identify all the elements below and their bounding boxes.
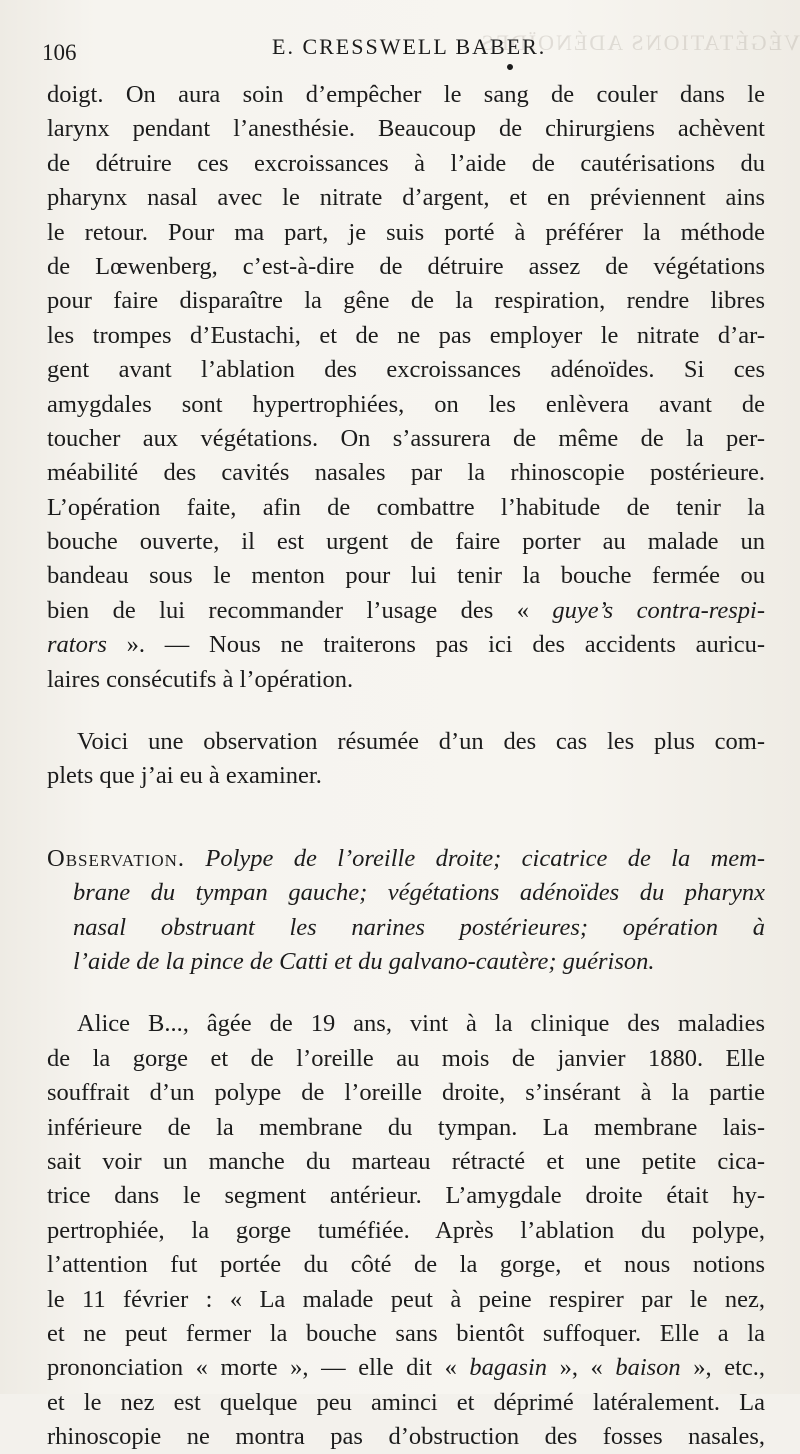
page-number: 106	[42, 40, 77, 65]
bleed-through-text: VÉGÉTATIONS ADÉNOÏDES	[479, 30, 800, 55]
text-line: méabilité des cavités nasales par la rhinoscopie postérieure.	[47, 459, 765, 487]
text-line: et le nez est quelque peu aminci et déprimé latéralement. La	[47, 1388, 765, 1416]
observation-label: Observation.	[47, 844, 186, 872]
text-fragment: prononciation « morte », — elle dit «	[47, 1354, 470, 1382]
text-line: trice dans le segment antérieur. L’amygdale droite était hy-	[47, 1182, 765, 1210]
observation-heading	[47, 842, 765, 876]
italic-term: guye’s contra-respi-	[552, 596, 765, 624]
text-line: pour faire disparaître la gêne de la respiration, rendre libres	[47, 287, 765, 315]
text-line: l’attention fut portée du côté de la gorge, et nous notions	[47, 1251, 765, 1279]
observation-line: l’aide de la pince de Catti et du galvano-cautère; guérison.	[73, 947, 655, 975]
text-line: larynx pendant l’anesthésie. Beaucoup de chirurgiens achèvent	[47, 115, 765, 143]
text-line: sait voir un manche du marteau rétracté et une petite cica-	[47, 1147, 765, 1175]
text-fragment: », etc.,	[680, 1354, 766, 1382]
text-line: bandeau sous le menton pour lui tenir la bouche fermée ou	[47, 562, 765, 590]
observation-line: brane du tympan gauche; végétations adénoïdes du pharynx	[73, 879, 765, 907]
text-line: rhinoscopie ne montra pas d’obstruction des fosses nasales,	[47, 1423, 765, 1451]
text-line: pertrophiée, la gorge tuméfiée. Après l’ablation du polype,	[47, 1216, 765, 1244]
text-fragment: bien de lui recommander l’usage des «	[47, 596, 553, 624]
observation-line: nasal obstruant les narines postérieures; opération à	[73, 913, 765, 941]
text-fragment: », «	[547, 1354, 616, 1382]
text-fragment: ». — Nous ne traiterons pas ici des accidents auricu-	[106, 631, 765, 659]
text-line: doigt. On aura soin d’empêcher le sang de couler dans le	[47, 81, 765, 108]
body-text	[47, 78, 765, 1454]
running-head	[42, 30, 770, 70]
text-line: Voici une observation résumée d’un des cas les plus com-	[77, 728, 765, 756]
text-line: de Lœwenberg, c’est-à-dire de détruire assez de végétations	[47, 252, 765, 280]
text-line: amygdales sont hypertrophiées, on les enlèvera avant de	[47, 390, 765, 418]
text-line: inférieure de la membrane du tympan. La membrane lais-	[47, 1113, 765, 1141]
italic-term: rators	[47, 631, 107, 659]
text-line: L’opération faite, afin de combattre l’habitude de tenir la	[47, 493, 765, 521]
text-line: et ne peut fermer la bouche sans bientôt suffoquer. Elle a la	[47, 1319, 765, 1347]
italic-term: bagasin	[469, 1354, 547, 1382]
running-title: E. CRESSWELL BABER.	[272, 34, 547, 59]
text-line	[47, 628, 765, 662]
text-line: de la gorge et de l’oreille au mois de janvier 1880. Elle	[47, 1044, 765, 1072]
text-line: le 11 février : « La malade peut à peine respirer par le nez,	[47, 1285, 765, 1313]
text-line: les trompes d’Eustachi, et de ne pas employer le nitrate d’ar-	[47, 321, 765, 349]
text-line: le retour. Pour ma part, je suis porté à préférer la méthode	[47, 218, 765, 246]
text-line: toucher aux végétations. On s’assurera de même de la per-	[47, 424, 765, 452]
text-line: bouche ouverte, il est urgent de faire porter au malade un	[47, 528, 765, 556]
observation-title: Polype de l’oreille droite; cicatrice de la mem-	[185, 844, 765, 872]
text-line: de détruire ces excroissances à l’aide de cautérisations du	[47, 149, 765, 177]
text-line: souffrait d’un polype de l’oreille droite, s’insérant à la partie	[47, 1079, 765, 1107]
text-line: pharynx nasal avec le nitrate d’argent, et en préviennent ains	[47, 184, 765, 212]
text-line: Alice B..., âgée de 19 ans, vint à la clinique des maladies	[77, 1010, 765, 1038]
text-line	[47, 1351, 765, 1385]
text-line: plets que j’ai eu à examiner.	[47, 762, 322, 790]
italic-term: baison	[615, 1354, 681, 1382]
header-dot	[507, 64, 513, 70]
text-line: laires consécutifs à l’opération.	[47, 665, 354, 693]
text-line	[47, 594, 765, 628]
text-line: gent avant l’ablation des excroissances adénoïdes. Si ces	[47, 356, 765, 384]
